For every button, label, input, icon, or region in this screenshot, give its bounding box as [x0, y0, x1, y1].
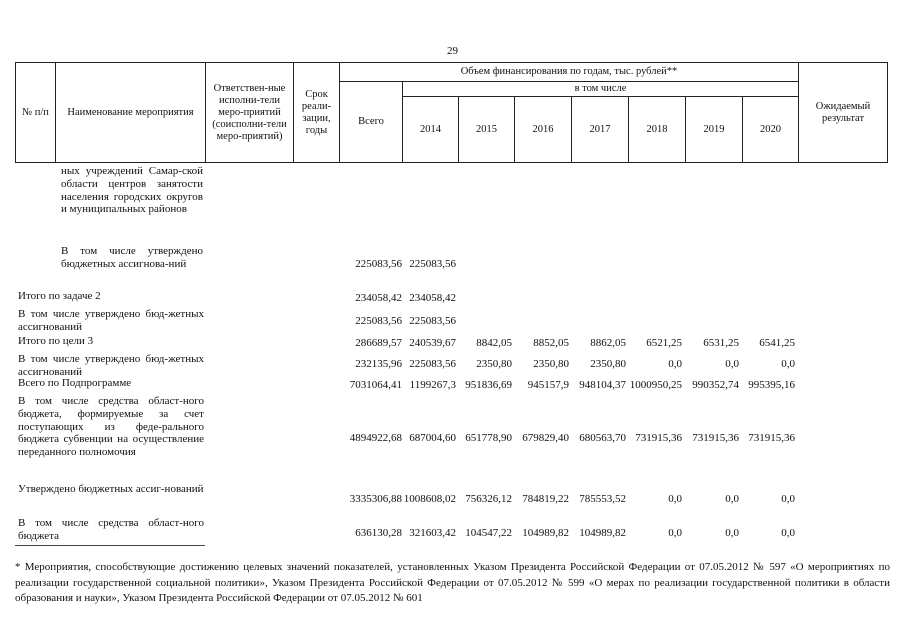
row-value-2018: 0,0	[668, 358, 682, 370]
row-value-2019: 0,0	[725, 527, 739, 539]
row-name: Всего по Подпрограмме	[18, 377, 132, 389]
header-year: 2018	[629, 97, 686, 163]
row-value-2018: 1000950,25	[629, 379, 682, 391]
row-value-2015: 2350,80	[476, 358, 512, 370]
header-no: № п/п	[16, 63, 56, 163]
row-value-2014: 1008608,02	[403, 493, 456, 505]
footnote: * Мероприятия, способствующие достижению целевых значений показателей, установленных Указом Президента Российской Федерации от 07.05.2012 № 597 «О мероприятиях по реализации государственной социальной политики», Указом Президента Российской Федерации от 07.05.2012 № 599 «О мерах по реализации государственной политики в области образования и науки», Указом Президента Российской Федерации от 07.05.2012 № 601	[15, 561, 890, 604]
table-row	[15, 395, 895, 483]
table-row	[15, 377, 895, 395]
row-value-2014: 1199267,3	[409, 379, 456, 391]
row-value-2020: 731915,36	[748, 432, 795, 444]
table-row	[15, 483, 895, 517]
row-total: 636130,28	[355, 527, 402, 539]
row-value-2014: 225083,56	[409, 358, 456, 370]
header-funding: Объем финансирования по годам, тыс. рублей**	[340, 63, 799, 82]
header-result: Ожидаемый результат	[799, 63, 888, 163]
header-year: 2020	[743, 97, 799, 163]
row-total: 3335306,88	[349, 493, 402, 505]
row-value-2015: 104547,22	[465, 527, 512, 539]
row-total: 225083,56	[355, 315, 402, 327]
row-value-2018: 6521,25	[646, 337, 682, 349]
row-value-2016: 2350,80	[533, 358, 569, 370]
row-total: 232135,96	[355, 358, 402, 370]
row-value-2014: 234058,42	[409, 292, 456, 304]
header-year: 2015	[459, 97, 515, 163]
row-value-2020: 0,0	[781, 527, 795, 539]
row-total: 286689,57	[355, 337, 402, 349]
row-value-2016: 679829,40	[522, 432, 569, 444]
row-name: В том числе утверждено бюд-жетных ассигнований	[18, 353, 204, 378]
row-value-2020: 0,0	[781, 493, 795, 505]
row-value-2018: 0,0	[668, 493, 682, 505]
header-year: 2014	[403, 97, 459, 163]
table-row	[15, 353, 895, 377]
header-term: Срок реали-зации, годы	[294, 63, 340, 163]
table-row	[15, 165, 895, 245]
row-value-2016: 784819,22	[522, 493, 569, 505]
row-value-2018: 731915,36	[635, 432, 682, 444]
row-value-2014: 225083,56	[409, 315, 456, 327]
row-value-2014: 687004,60	[409, 432, 456, 444]
row-value-2019: 6531,25	[703, 337, 739, 349]
row-name: В том числе средства област-ного бюджета, формируемые за счет поступающих из феде-рального бюджета субвенции на осуществление переданного полномочия	[18, 395, 204, 459]
row-value-2020: 0,0	[781, 358, 795, 370]
row-name: ных учреждений Самар-ской области центров занятости населения городских округов и муниципальных районов	[61, 165, 203, 216]
table-row	[15, 245, 895, 285]
header-year: 2017	[572, 97, 629, 163]
row-value-2014: 225083,56	[409, 258, 456, 270]
table-row	[15, 308, 895, 335]
row-value-2016: 104989,82	[522, 527, 569, 539]
row-value-2015: 951836,69	[465, 379, 512, 391]
row-name: Итого по задаче 2	[18, 290, 101, 302]
row-value-2019: 731915,36	[692, 432, 739, 444]
row-name: В том числе средства област-ного бюджета	[18, 517, 204, 542]
row-value-2015: 651778,90	[465, 432, 512, 444]
page-number: 29	[447, 45, 458, 57]
row-value-2017: 2350,80	[590, 358, 626, 370]
table-row	[15, 335, 895, 353]
header-year: 2016	[515, 97, 572, 163]
row-value-2015: 8842,05	[476, 337, 512, 349]
row-name: Утверждено бюджетных ассиг-нований	[18, 483, 204, 495]
row-value-2014: 321603,42	[409, 527, 456, 539]
row-value-2016: 8852,05	[533, 337, 569, 349]
row-value-2018: 0,0	[668, 527, 682, 539]
row-value-2020: 995395,16	[748, 379, 795, 391]
header-name: Наименование мероприятия	[56, 63, 206, 163]
row-value-2017: 8862,05	[590, 337, 626, 349]
row-total: 7031064,41	[349, 379, 402, 391]
row-value-2019: 990352,74	[692, 379, 739, 391]
table-row	[15, 290, 895, 308]
row-value-2014: 240539,67	[409, 337, 456, 349]
row-total: 225083,56	[355, 258, 402, 270]
row-name: В том числе утверждено бюджетных ассигнова-ний	[61, 245, 203, 270]
row-value-2019: 0,0	[725, 358, 739, 370]
row-name: В том числе утверждено бюд-жетных ассигнований	[18, 308, 204, 333]
footnote-separator	[15, 545, 205, 546]
row-value-2017: 680563,70	[579, 432, 626, 444]
header-total: Всего	[340, 82, 403, 163]
row-value-2016: 945157,9	[527, 379, 569, 391]
row-value-2017: 785553,52	[579, 493, 626, 505]
row-value-2020: 6541,25	[759, 337, 795, 349]
row-value-2015: 756326,12	[465, 493, 512, 505]
row-value-2017: 948104,37	[579, 379, 626, 391]
header-year: 2019	[686, 97, 743, 163]
header-responsible: Ответствен-ные исполни-тели меро-приятий (соисполни-тели меро-приятий)	[206, 63, 294, 163]
row-total: 4894922,68	[349, 432, 402, 444]
row-name: Итого по цели 3	[18, 335, 94, 347]
table-header	[15, 62, 888, 163]
header-including: в том числе	[403, 82, 799, 97]
row-value-2019: 0,0	[725, 493, 739, 505]
row-value-2017: 104989,82	[579, 527, 626, 539]
row-total: 234058,42	[355, 292, 402, 304]
